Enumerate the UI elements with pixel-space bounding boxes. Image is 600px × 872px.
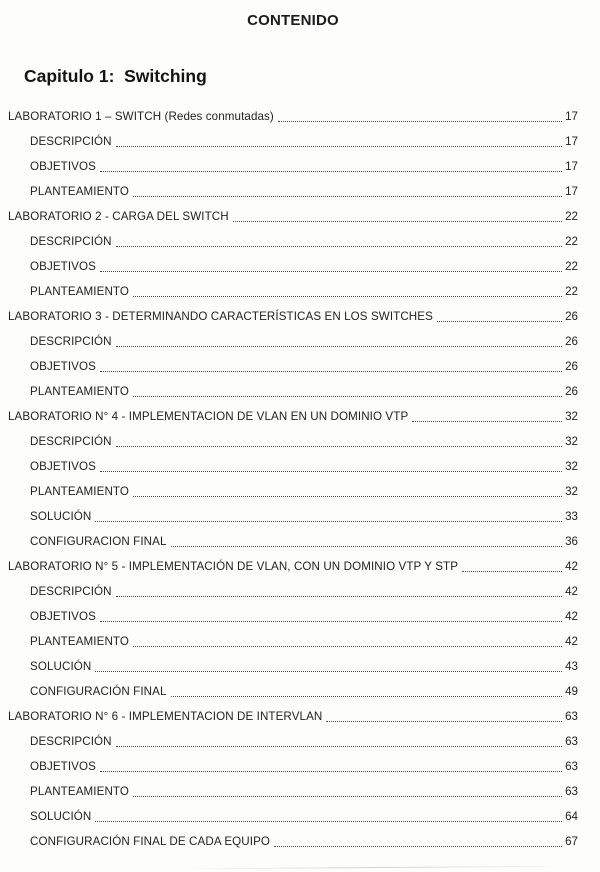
toc-subentry xyxy=(8,679,578,704)
toc-entry-label: OBJETIVOS xyxy=(30,160,96,173)
toc-subentry xyxy=(8,379,578,404)
toc-entry xyxy=(8,304,578,329)
toc-subentry xyxy=(8,829,578,854)
toc-entry-label: PLANTEAMIENTO xyxy=(30,635,130,648)
toc-subentry xyxy=(8,504,578,529)
toc-entry-label: SOLUCIÓN xyxy=(30,660,92,673)
toc-page-number: 32 xyxy=(565,460,578,473)
toc-entry-label: DESCRIPCIÓN xyxy=(30,435,112,448)
toc-entry-label: CONFIGURACION FINAL xyxy=(30,535,167,548)
dot-leader xyxy=(116,246,562,247)
dot-leader xyxy=(95,671,562,672)
toc-subentry xyxy=(8,754,578,779)
toc-page-number: 63 xyxy=(565,785,578,798)
toc-subentry xyxy=(8,479,578,504)
toc-page-number: 49 xyxy=(565,685,578,698)
dot-leader xyxy=(326,721,562,722)
toc-page-number: 42 xyxy=(565,560,578,573)
toc-page-number: 32 xyxy=(565,435,578,448)
toc-subentry xyxy=(8,779,578,804)
toc-page-number: 32 xyxy=(565,410,578,423)
toc-page-number: 33 xyxy=(565,510,578,523)
dot-leader xyxy=(133,646,562,647)
dot-leader xyxy=(133,196,562,197)
toc-entry-label: LABORATORIO N° 4 - IMPLEMENTACION DE VLAN EN UN DOMINIO VTP xyxy=(8,410,409,423)
toc-entry-label: OBJETIVOS xyxy=(30,760,96,773)
toc-entry-label: OBJETIVOS xyxy=(30,360,96,373)
toc-page-number: 17 xyxy=(565,185,578,198)
toc-entry-label: CONFIGURACIÓN FINAL DE CADA EQUIPO xyxy=(30,835,271,848)
toc-page-number: 36 xyxy=(565,535,578,548)
dot-leader xyxy=(100,371,562,372)
toc-subentry xyxy=(8,579,578,604)
toc-page-number: 32 xyxy=(565,485,578,498)
toc-subentry xyxy=(8,329,578,354)
dot-leader xyxy=(437,321,562,322)
toc-subentry xyxy=(8,529,578,554)
toc-subentry xyxy=(8,804,578,829)
toc-page-number: 17 xyxy=(565,135,578,148)
dot-leader xyxy=(116,596,562,597)
dot-leader xyxy=(133,296,562,297)
toc-entry xyxy=(8,554,578,579)
dot-leader xyxy=(116,746,562,747)
toc-entry-label: PLANTEAMIENTO xyxy=(30,485,130,498)
toc-entry-label: LABORATORIO N° 6 - IMPLEMENTACION DE INTERVLAN xyxy=(8,710,323,723)
toc-entry xyxy=(8,104,578,129)
toc-page-number: 63 xyxy=(565,710,578,723)
toc-entry-label: PLANTEAMIENTO xyxy=(30,285,130,298)
dot-leader xyxy=(95,821,562,822)
toc-entry-label: CONFIGURACIÓN FINAL xyxy=(30,685,167,698)
toc-entry-label: LABORATORIO 2 - CARGA DEL SWITCH xyxy=(8,210,229,223)
toc-page-number: 63 xyxy=(565,735,578,748)
dot-leader xyxy=(171,696,563,697)
toc-entry-label: OBJETIVOS xyxy=(30,260,96,273)
dot-leader xyxy=(133,796,562,797)
toc-page-number: 22 xyxy=(565,285,578,298)
dot-leader xyxy=(116,346,562,347)
dot-leader xyxy=(100,271,562,272)
toc-subentry xyxy=(8,629,578,654)
toc-page-number: 42 xyxy=(565,635,578,648)
dot-leader xyxy=(100,171,562,172)
toc-subentry xyxy=(8,454,578,479)
document-title: CONTENIDO xyxy=(247,12,339,29)
toc-subentry xyxy=(8,604,578,629)
toc-entry-label: LABORATORIO N° 5 - IMPLEMENTACIÓN DE VLAN, CON UN DOMINIO VTP Y STP xyxy=(8,560,459,573)
toc-subentry xyxy=(8,179,578,204)
toc-entry-label: PLANTEAMIENTO xyxy=(30,785,130,798)
toc-entry-label: DESCRIPCIÓN xyxy=(30,585,112,598)
dot-leader xyxy=(274,846,562,847)
dot-leader xyxy=(462,571,562,572)
toc-page-number: 42 xyxy=(565,610,578,623)
toc-subentry xyxy=(8,254,578,279)
toc-entry-label: DESCRIPCIÓN xyxy=(30,735,112,748)
toc-subentry xyxy=(8,229,578,254)
dot-leader xyxy=(100,771,562,772)
toc-entry xyxy=(8,704,578,729)
toc-entry xyxy=(8,204,578,229)
toc-page-number: 26 xyxy=(565,335,578,348)
toc-entry xyxy=(8,404,578,429)
toc-entry-label: DESCRIPCIÓN xyxy=(30,235,112,248)
toc-subentry xyxy=(8,154,578,179)
toc-page-number: 22 xyxy=(565,210,578,223)
toc-subentry xyxy=(8,279,578,304)
toc-entry-label: LABORATORIO 1 – SWITCH (Redes conmutadas) xyxy=(8,110,274,123)
toc-subentry xyxy=(8,729,578,754)
dot-leader xyxy=(95,521,562,522)
dot-leader xyxy=(133,396,562,397)
toc-page-number: 26 xyxy=(565,385,578,398)
chapter-heading: Capitulo 1: Switching xyxy=(24,66,207,86)
toc-page-number: 42 xyxy=(565,585,578,598)
dot-leader xyxy=(116,446,562,447)
toc-entry-label: SOLUCIÓN xyxy=(30,810,92,823)
toc-entry-label: PLANTEAMIENTO xyxy=(30,385,130,398)
toc-page-number: 63 xyxy=(565,760,578,773)
toc-list xyxy=(8,104,578,854)
toc-page-number: 26 xyxy=(565,310,578,323)
dot-leader xyxy=(412,421,562,422)
toc-subentry xyxy=(8,354,578,379)
toc-subentry xyxy=(8,654,578,679)
toc-page-number: 26 xyxy=(565,360,578,373)
dot-leader xyxy=(133,496,562,497)
toc-subentry xyxy=(8,429,578,454)
dot-leader xyxy=(100,471,562,472)
dot-leader xyxy=(233,221,562,222)
toc-entry-label: DESCRIPCIÓN xyxy=(30,135,112,148)
dot-leader xyxy=(278,121,562,122)
dot-leader xyxy=(116,146,562,147)
toc-page-number: 67 xyxy=(565,835,578,848)
toc-subentry xyxy=(8,129,578,154)
toc-entry-label: DESCRIPCIÓN xyxy=(30,335,112,348)
dot-leader xyxy=(100,621,562,622)
toc-page-number: 17 xyxy=(565,160,578,173)
toc-entry-label: SOLUCIÓN xyxy=(30,510,92,523)
toc-entry-label: PLANTEAMIENTO xyxy=(30,185,130,198)
toc-entry-label: OBJETIVOS xyxy=(30,610,96,623)
toc-page-number: 22 xyxy=(565,260,578,273)
toc-entry-label: OBJETIVOS xyxy=(30,460,96,473)
toc-entry-label: LABORATORIO 3 - DETERMINANDO CARACTERÍSTICAS EN LOS SWITCHES xyxy=(8,310,433,323)
toc-page-number: 64 xyxy=(565,810,578,823)
toc-page-number: 22 xyxy=(565,235,578,248)
dot-leader xyxy=(171,546,563,547)
toc-page-number: 43 xyxy=(565,660,578,673)
toc-page-number: 17 xyxy=(565,110,578,123)
